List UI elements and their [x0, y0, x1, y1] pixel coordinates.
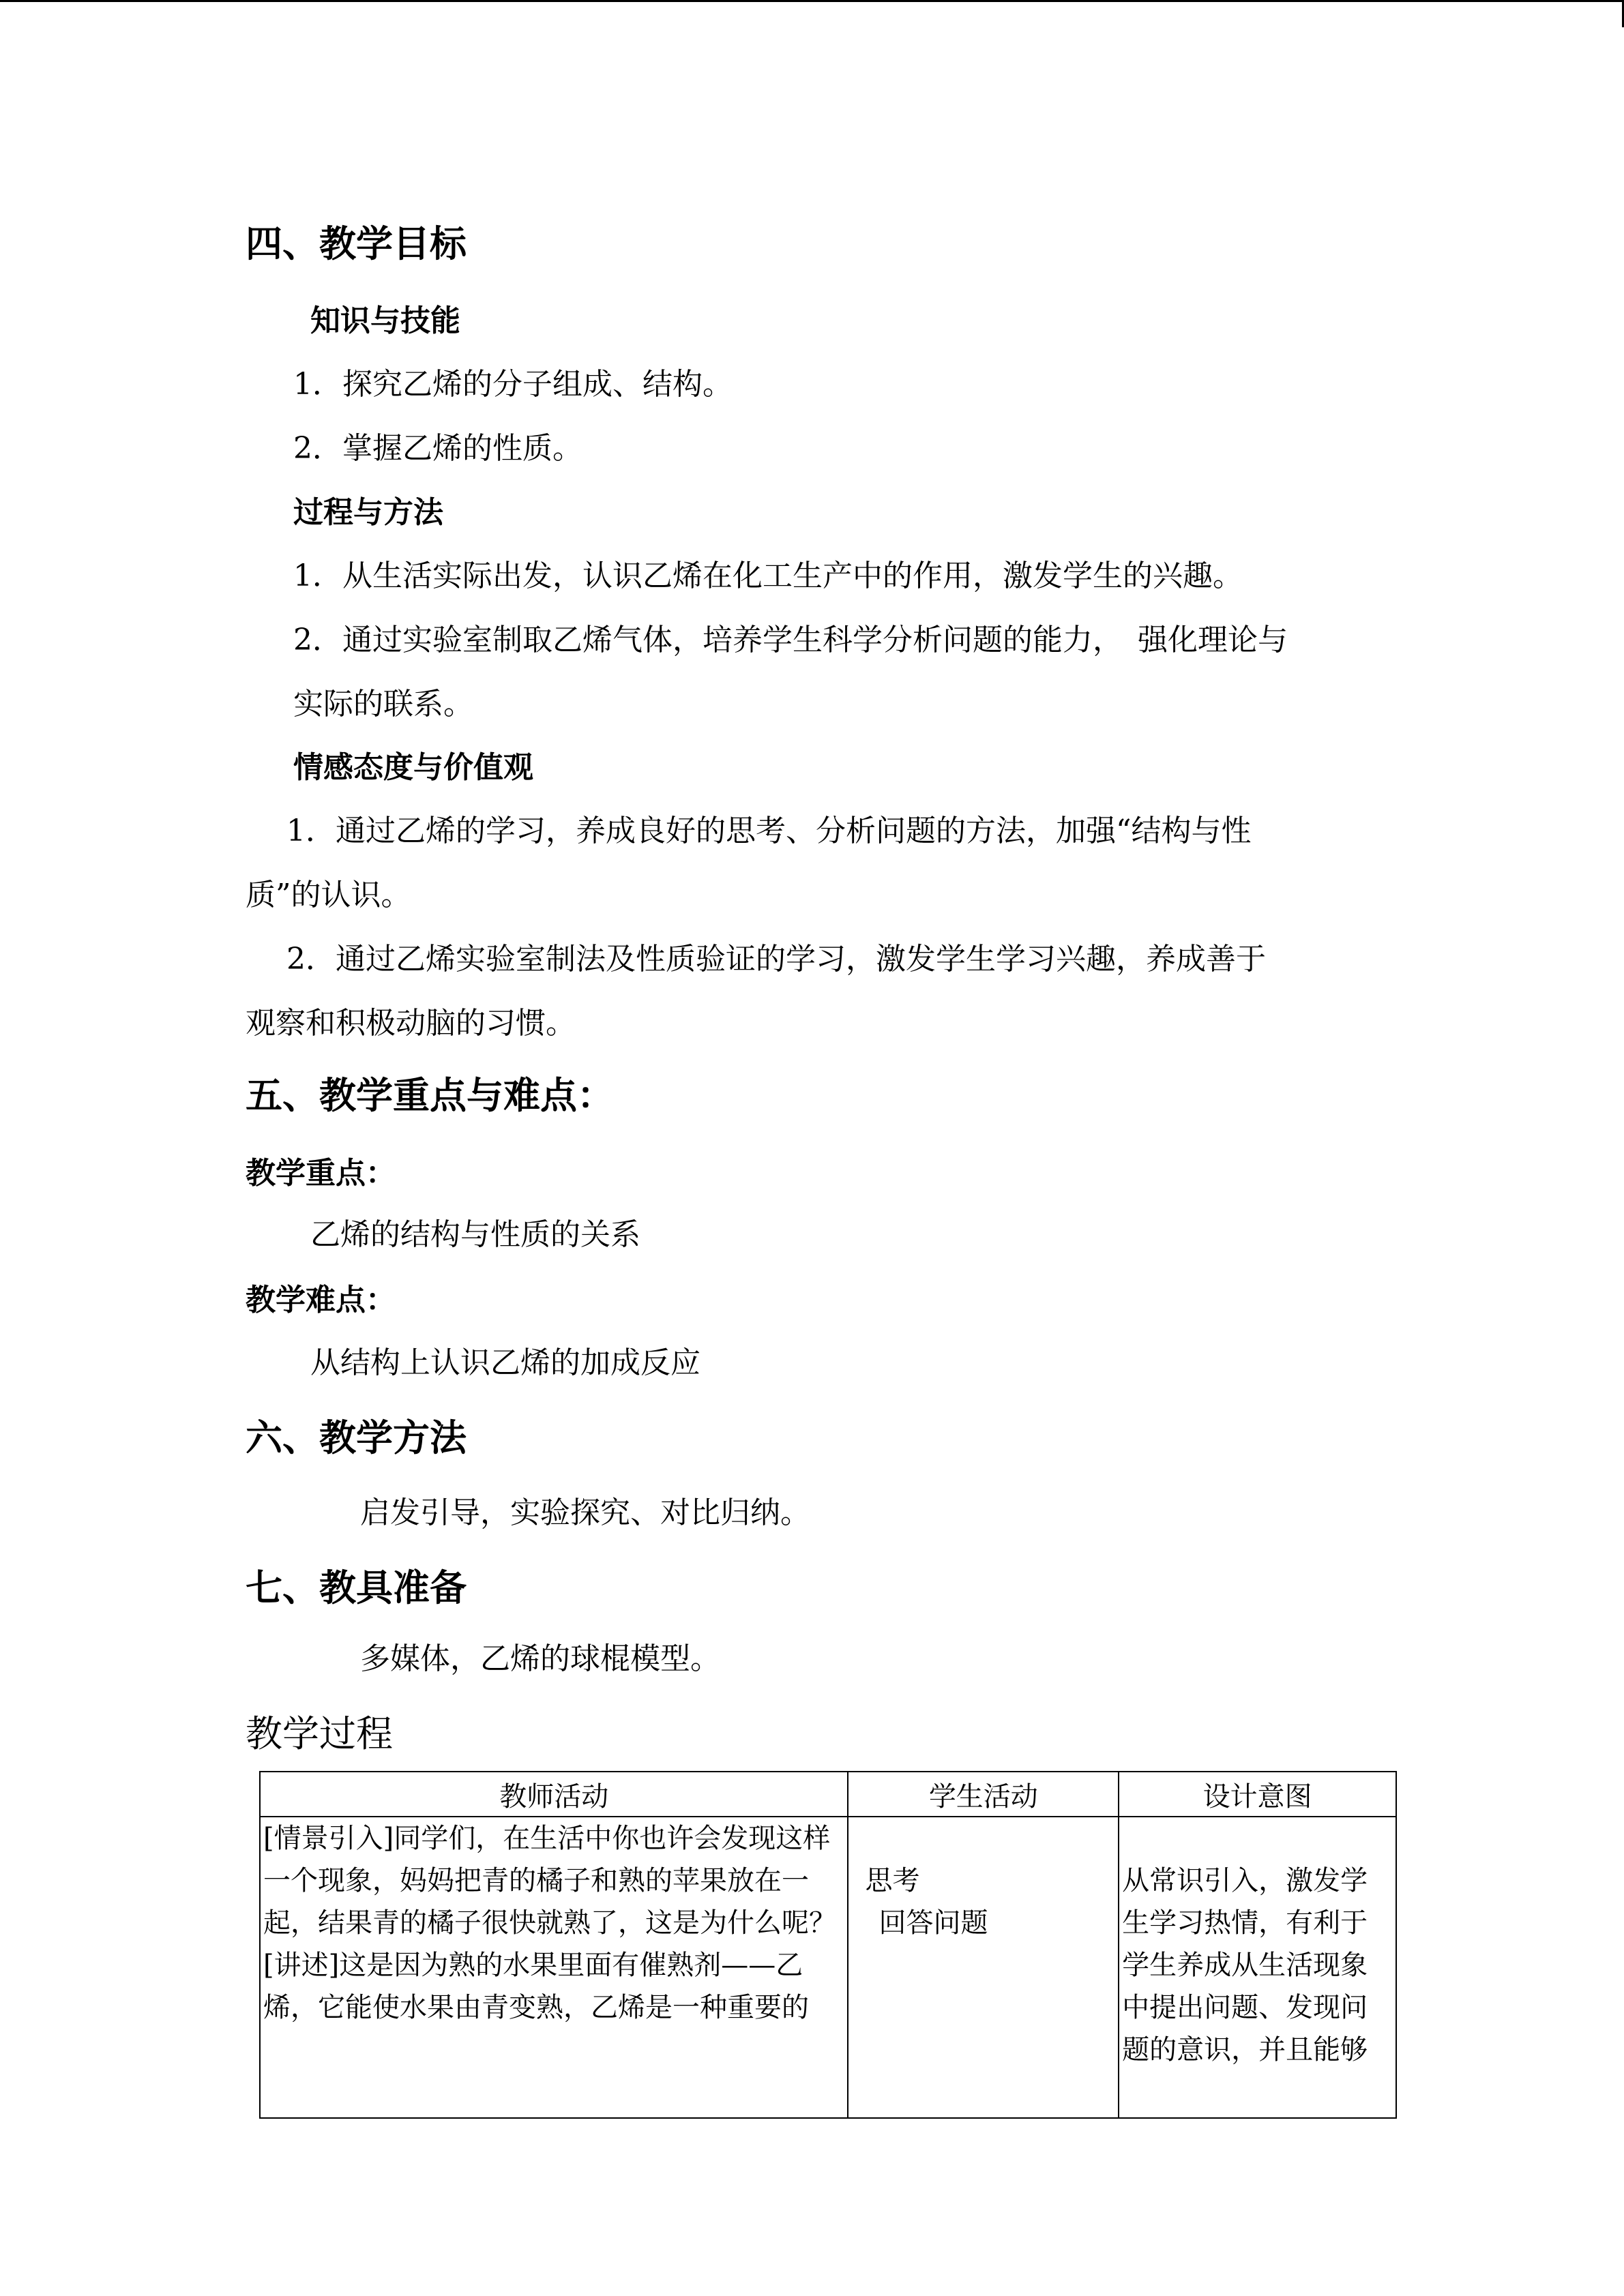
design-intent-cell [1119, 1817, 1396, 2118]
teaching-process-table [259, 1771, 1397, 2119]
key-point-heading: 教学重点： [246, 1156, 396, 1191]
emotion-item-1-line-1: 1．通过乙烯的学习，养成良好的思考、分析问题的方法，加强“结构与性 [286, 814, 1252, 848]
emotion-values-heading: 情感态度与价值观 [293, 750, 533, 785]
teacher-activity-text: [情景引入]同学们，在生活中你也许会发现这样一个现象，妈妈把青的橘子和熟的苹果放在一起，结果青的橘子很快就熟了，这是为什么呢？ [讲述]这是因为熟的水果里面有催熟剂——乙烯，它能使水果由青变熟，乙烯是一种重要的 [263, 1823, 836, 2023]
emotion-item-2-line-1: 2．通过乙烯实验室制法及性质验证的学习，激发学生学习兴趣，养成善于 [286, 942, 1266, 976]
page-top-border [0, 0, 1624, 2]
teacher-activity-cell [260, 1817, 848, 2118]
teaching-process-title: 教学过程 [246, 1712, 393, 1755]
process-item-2-line-2: 实际的联系。 [293, 687, 473, 721]
knowledge-skills-heading: 知识与技能 [310, 303, 460, 338]
section-5-title: 五、教学重点与难点： [246, 1074, 614, 1117]
process-method-heading: 过程与方法 [293, 495, 443, 530]
section-6-title: 六、教学方法 [246, 1416, 467, 1459]
header-student-activity: 学生活动 [848, 1772, 1119, 1817]
table-row [260, 1817, 1396, 2118]
student-activity-answer: 回答问题 [879, 1907, 988, 1939]
table-header-row [260, 1772, 1396, 1817]
section-7-title: 七、教具准备 [246, 1566, 467, 1609]
emotion-item-2-line-2: 观察和积极动脑的习惯。 [246, 1006, 576, 1041]
knowledge-item-1: 1．探究乙烯的分子组成、结构。 [293, 367, 733, 402]
process-item-2-line-1: 2．通过实验室制取乙烯气体，培养学生科学分析问题的能力， 强化理论与 [293, 623, 1288, 657]
key-point-text: 乙烯的结构与性质的关系 [310, 1217, 640, 1252]
teaching-aids-text: 多媒体，乙烯的球棍模型。 [360, 1641, 720, 1676]
student-activity-think: 思考 [865, 1865, 920, 1896]
student-activity-cell [848, 1817, 1119, 2118]
emotion-item-1-line-2: 质”的认识。 [246, 878, 411, 912]
section-4-title: 四、教学目标 [246, 222, 467, 265]
header-teacher-activity: 教师活动 [260, 1772, 848, 1817]
process-item-1: 1．从生活实际出发，认识乙烯在化工生产中的作用，激发学生的兴趣。 [293, 558, 1243, 593]
teaching-method-text: 启发引导，实验探究、对比归纳。 [360, 1495, 810, 1530]
difficulty-text: 从结构上认识乙烯的加成反应 [310, 1345, 700, 1380]
knowledge-item-2: 2．掌握乙烯的性质。 [293, 431, 582, 466]
difficulty-heading: 教学难点： [246, 1283, 396, 1317]
header-design-intent: 设计意图 [1119, 1772, 1396, 1817]
design-intent-text: 从常识引入，激发学生学习热情，有利于学生养成从生活现象中提出问题、发现问题的意识，并且能够 [1122, 1865, 1368, 2066]
